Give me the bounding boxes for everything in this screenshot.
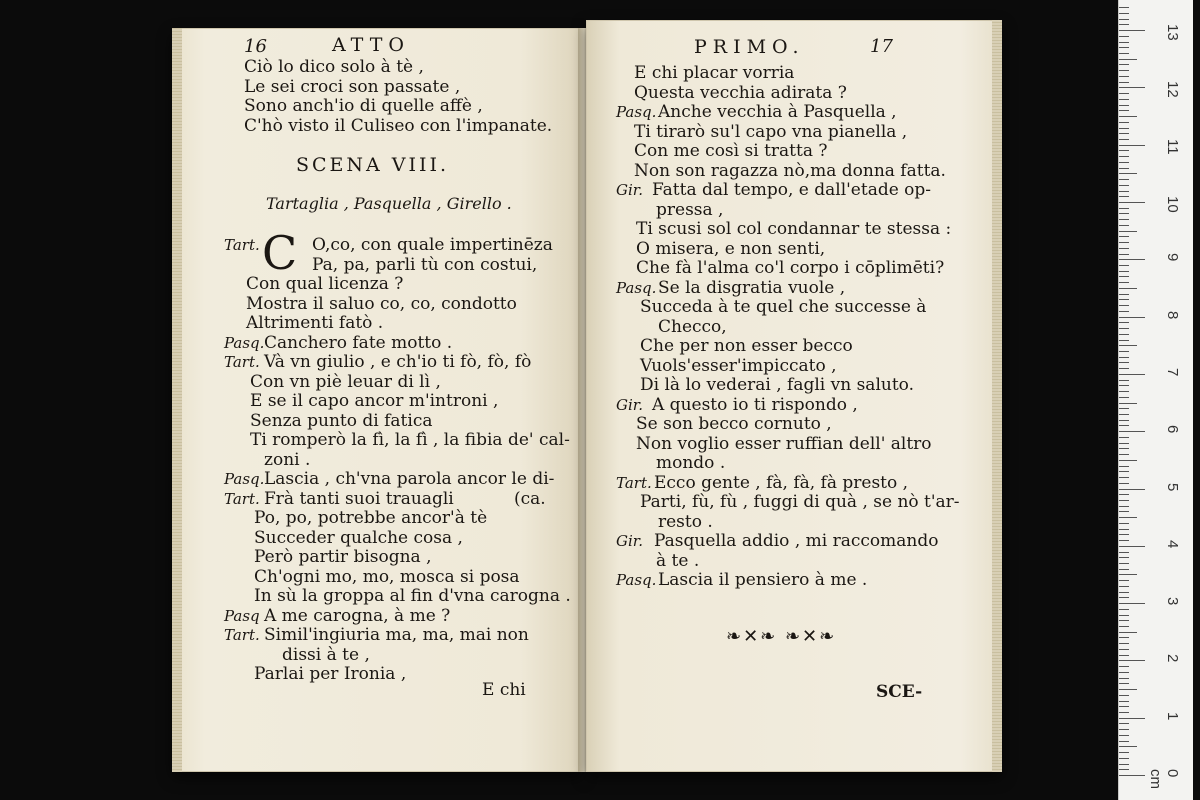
ruler-number: 12 — [1164, 81, 1181, 99]
ruler-tick — [1119, 288, 1137, 289]
dialogue-line: Non voglio esser ruffian dell' altro — [636, 433, 932, 454]
ruler-tick — [1119, 643, 1129, 644]
ruler-tick — [1119, 580, 1129, 581]
ruler-tick — [1119, 254, 1129, 255]
dialogue-line: Ti tirarò su'l capo vna pianella , — [634, 121, 908, 142]
ruler-number: 3 — [1164, 597, 1181, 606]
ruler-tick — [1119, 19, 1129, 20]
ruler-tick — [1119, 683, 1129, 684]
ruler-tick — [1119, 529, 1129, 530]
ruler-tick — [1119, 391, 1129, 392]
dialogue-line: Di là lo vederai , fagli vn saluto. — [640, 375, 915, 395]
turnover-word: (ca. — [514, 488, 546, 509]
dialogue-line: Succeda à te quel che successe à — [640, 297, 927, 317]
ruler-tick — [1119, 741, 1129, 742]
dialogue-line: Parti, fù, fù , fuggi di quà , se nò t'ar- — [640, 492, 960, 512]
ruler-tick — [1119, 345, 1137, 346]
dialogue-line: Ch'ogni mo, mo, mosca si posa — [254, 566, 520, 587]
ruler-tick — [1119, 334, 1129, 335]
right-page-edge — [992, 20, 1002, 772]
dialogue-line: Tart. Và vn giulio , e ch'io ti fò, fò, fò — [224, 352, 532, 372]
ruler-tick — [1119, 592, 1129, 593]
ruler-tick — [1119, 179, 1129, 180]
ruler-tick — [1119, 672, 1129, 673]
ruler-tick — [1119, 202, 1145, 203]
ruler-tick — [1119, 666, 1129, 667]
ruler-tick — [1119, 506, 1129, 507]
ruler-tick — [1119, 563, 1129, 564]
ruler-tick — [1119, 196, 1129, 197]
ruler-tick — [1119, 150, 1129, 151]
ruler-tick — [1119, 271, 1129, 272]
ruler-number: 6 — [1164, 425, 1181, 434]
dialogue-line: Con vn piè leuar di lì , — [250, 371, 441, 392]
dialogue-line: mondo . — [656, 453, 726, 473]
dialogue-line: zoni . — [264, 449, 311, 470]
ruler-tick — [1119, 357, 1129, 358]
ruler-tick — [1119, 649, 1129, 650]
ruler-tick — [1119, 59, 1137, 60]
dialogue-line: In sù la groppa al fin d'vna carogna . — [254, 586, 571, 606]
ruler-tick — [1119, 322, 1129, 323]
ruler-tick — [1119, 735, 1129, 736]
ruler-tick — [1119, 191, 1129, 192]
ruler-tick — [1119, 47, 1129, 48]
dialogue-line: Non son ragazza nò,ma donna fatta. — [634, 160, 946, 181]
ruler-number: 8 — [1164, 310, 1181, 319]
ruler-tick — [1119, 609, 1129, 610]
dialogue-line: Tart. Simil'ingiuria ma, ma, mai non — [224, 625, 529, 645]
dialogue-line: Questa vecchia adirata ? — [634, 82, 847, 103]
dialogue-line: O misera, e non senti, — [636, 238, 826, 259]
dialogue-line: Che per non esser becco — [640, 336, 853, 356]
ruler-tick — [1119, 299, 1129, 300]
ruler-tick — [1119, 414, 1129, 415]
ruler-tick — [1119, 328, 1129, 329]
ruler-tick — [1119, 425, 1129, 426]
ruler-tick — [1119, 128, 1129, 129]
ruler-tick — [1119, 758, 1129, 759]
dialogue-line: Senza punto di fatica — [250, 410, 433, 431]
ruler-tick — [1119, 53, 1129, 54]
ruler-tick — [1119, 615, 1129, 616]
ruler-tick — [1119, 385, 1129, 386]
measuring-ruler — [1118, 0, 1193, 800]
ruler-tick — [1119, 546, 1145, 547]
ruler-tick — [1119, 64, 1129, 65]
ruler-tick — [1119, 603, 1145, 604]
verse-line: C'hò visto il Culiseo con l'impanate. — [244, 115, 553, 136]
ruler-tick — [1119, 311, 1129, 312]
ruler-tick — [1119, 632, 1137, 633]
ruler-tick — [1119, 769, 1129, 770]
dialogue-line: Mostra il saluo co, co, condotto — [246, 293, 517, 314]
ruler-tick — [1119, 76, 1129, 77]
ruler-tick — [1119, 557, 1129, 558]
ruler-tick — [1119, 294, 1129, 295]
character-list: Tartaglia , Pasquella , Girello . — [266, 194, 512, 213]
dialogue-line: Con qual licenza ? — [246, 274, 404, 294]
ruler-number: 10 — [1164, 196, 1181, 213]
dialogue-line: Se son becco cornuto , — [636, 414, 832, 434]
ruler-tick — [1119, 36, 1129, 37]
ruler-tick — [1119, 380, 1129, 381]
ruler-tick — [1119, 718, 1145, 719]
dialogue-line: Gir. A questo io ti rispondo , — [616, 394, 858, 415]
dialogue-line: Checco, — [658, 316, 727, 337]
dialogue-line: Pasq. Se la disgratia vuole , — [616, 277, 846, 298]
dialogue-line: Tart. Frà tanti suoi trauagli (ca. — [224, 488, 546, 509]
ruler-tick — [1119, 552, 1129, 553]
dialogue-line: Pasq. Anche vecchia à Pasquella , — [616, 102, 897, 122]
ruler-tick — [1119, 489, 1145, 490]
dialogue-line: Ti romperò la fì, la fì , la fibia de' cal- — [250, 430, 570, 450]
ruler-number: 11 — [1164, 138, 1181, 155]
ruler-tick — [1119, 723, 1129, 724]
ruler-tick — [1119, 448, 1129, 449]
ruler-tick — [1119, 695, 1129, 696]
ruler-tick — [1119, 494, 1129, 495]
ruler-tick — [1119, 110, 1129, 111]
ruler-tick — [1119, 13, 1129, 14]
ruler-tick — [1119, 764, 1129, 765]
ruler-tick — [1119, 93, 1129, 94]
ruler-tick — [1119, 477, 1129, 478]
ruler-tick — [1119, 162, 1129, 163]
ruler-tick — [1119, 145, 1145, 146]
ruler-tick — [1119, 42, 1129, 43]
ruler-tick — [1119, 87, 1145, 88]
dialogue-line: pressa , — [656, 199, 724, 220]
left-catchword: E chi — [482, 680, 526, 700]
ruler-tick — [1119, 116, 1137, 117]
dialogue-line: E chi placar vorria — [634, 63, 795, 83]
dialogue-line: Pa, pa, parli tù con costui, — [312, 254, 538, 275]
ruler-tick — [1119, 483, 1129, 484]
ruler-tick — [1119, 397, 1129, 398]
ruler-tick — [1119, 99, 1129, 100]
ruler-number: 1 — [1164, 711, 1181, 721]
ruler-tick — [1119, 122, 1129, 123]
ruler-number: 4 — [1164, 539, 1181, 549]
right-page — [586, 20, 1002, 772]
ruler-tick — [1119, 517, 1137, 518]
ruler-tick — [1119, 133, 1129, 134]
dialogue-line: Parlai per Ironia , — [254, 664, 407, 684]
ruler-tick — [1119, 752, 1129, 753]
ruler-tick — [1119, 431, 1145, 432]
dialogue-line: E se il capo ancor m'introni , — [250, 391, 499, 411]
ruler-tick — [1119, 24, 1129, 25]
ruler-tick — [1119, 248, 1129, 249]
right-catchword: SCE- — [876, 682, 923, 702]
printers-ornament: ❧✕❧ ❧✕❧ — [726, 626, 837, 647]
ruler-tick — [1119, 105, 1129, 106]
right-page-number: 17 — [870, 36, 893, 57]
ruler-tick — [1119, 231, 1137, 232]
ruler-tick — [1119, 437, 1129, 438]
ruler-tick — [1119, 678, 1129, 679]
ruler-tick — [1119, 586, 1129, 587]
dialogue-line: Tart. Ecco gente , fà, fà, fà presto , — [616, 472, 909, 493]
dialogue-line: Però partir bisogna , — [254, 547, 432, 567]
ruler-tick — [1119, 408, 1129, 409]
dialogue-line: Altrimenti fatò . — [246, 313, 384, 333]
dialogue-line: Pasq. Lascia , ch'vna parola ancor le di- — [224, 469, 555, 489]
ruler-tick — [1119, 746, 1137, 747]
ruler-tick — [1119, 626, 1129, 627]
ruler-tick — [1119, 259, 1145, 260]
verse-line: Le sei croci son passate , — [244, 76, 461, 97]
ruler-tick — [1119, 443, 1129, 444]
ruler-tick — [1119, 597, 1129, 598]
ruler-tick — [1119, 30, 1145, 31]
ruler-tick — [1119, 420, 1129, 421]
verse-line: Ciò lo dico solo à tè , — [244, 57, 424, 77]
left-page-edge — [172, 28, 182, 772]
ruler-tick — [1119, 368, 1129, 369]
dialogue-line: Vuols'esser'impiccato , — [640, 355, 837, 376]
ruler-tick — [1119, 82, 1129, 83]
dialogue-line: Tart. O,co, con quale impertinēza — [224, 235, 553, 255]
ruler-tick — [1119, 276, 1129, 277]
ruler-tick — [1119, 219, 1129, 220]
ruler-number: 2 — [1164, 654, 1181, 663]
ruler-tick — [1119, 620, 1129, 621]
left-running-head: ATTO — [332, 34, 410, 56]
drop-capital: C — [262, 226, 298, 280]
ruler-tick — [1119, 523, 1129, 524]
ruler-tick — [1119, 236, 1129, 237]
ruler-tick — [1119, 139, 1129, 140]
ruler-tick — [1119, 574, 1137, 575]
ruler-tick — [1119, 225, 1129, 226]
ruler-tick — [1119, 242, 1129, 243]
ruler-tick — [1119, 70, 1129, 71]
dialogue-line: Con me così si tratta ? — [634, 141, 828, 161]
dialogue-line: Pasq. Lascia il pensiero à me . — [616, 570, 868, 590]
ruler-tick — [1119, 156, 1129, 157]
ruler-tick — [1119, 660, 1145, 661]
ruler-tick — [1119, 500, 1129, 501]
verse-line: Sono anch'io di quelle affè , — [244, 96, 483, 116]
ruler-tick — [1119, 637, 1129, 638]
ruler-tick — [1119, 655, 1129, 656]
dialogue-line: Pasq A me carogna, à me ? — [224, 605, 451, 626]
ruler-tick — [1119, 340, 1129, 341]
ruler-tick — [1119, 362, 1129, 363]
ruler-tick — [1119, 775, 1145, 776]
ruler-tick — [1119, 305, 1129, 306]
dialogue-line: Succeder qualche cosa , — [254, 527, 463, 548]
dialogue-line: Gir. Fatta dal tempo, e dall'etade op- — [616, 180, 932, 200]
dialogue-line: à te . — [656, 550, 700, 571]
ruler-tick — [1119, 712, 1129, 713]
dialogue-line: Ti scusi sol col condannar te stessa : — [636, 219, 952, 239]
ruler-tick — [1119, 540, 1129, 541]
ruler-number: 5 — [1164, 482, 1181, 491]
ruler-tick — [1119, 511, 1129, 512]
ruler-tick — [1119, 569, 1129, 570]
ruler-tick — [1119, 729, 1129, 730]
dialogue-line: Che fà l'alma co'l corpo i cōplimēti? — [636, 258, 945, 278]
ruler-tick — [1119, 374, 1145, 375]
scene-title: SCENA VIII. — [296, 154, 450, 176]
ruler-tick — [1119, 534, 1129, 535]
ruler-tick — [1119, 706, 1129, 707]
left-dialogue — [224, 236, 574, 685]
dialogue-line: Po, po, potrebbe ancor'à tè — [254, 508, 488, 528]
left-page-number: 16 — [244, 36, 267, 57]
left-page — [172, 28, 582, 772]
ruler-tick — [1119, 213, 1129, 214]
ruler-tick — [1119, 185, 1129, 186]
left-verse-block — [244, 58, 552, 136]
dialogue-line: resto . — [658, 511, 713, 532]
ruler-number: 9 — [1164, 253, 1181, 262]
ruler-tick — [1119, 403, 1137, 404]
ruler-tick — [1119, 351, 1129, 352]
ruler-number: 7 — [1164, 367, 1181, 377]
ruler-number: 13 — [1164, 24, 1181, 41]
dialogue-line: Gir. Pasquella addio , mi raccomando — [616, 531, 939, 551]
ruler-tick — [1119, 454, 1129, 455]
ruler-tick — [1119, 265, 1129, 266]
ruler-tick — [1119, 7, 1129, 8]
ruler-tick — [1119, 471, 1129, 472]
ruler-tick — [1119, 168, 1129, 169]
ruler-tick — [1119, 282, 1129, 283]
ruler-tick — [1119, 689, 1137, 690]
ruler-tick — [1119, 317, 1145, 318]
right-dialogue — [616, 64, 986, 591]
dialogue-line: dissi à te , — [282, 644, 370, 665]
ruler-number: 0 cm — [1147, 769, 1181, 789]
ruler-tick — [1119, 701, 1129, 702]
ruler-tick — [1119, 208, 1129, 209]
dialogue-line: Pasq. Canchero fate motto . — [224, 332, 453, 353]
ruler-tick — [1119, 173, 1137, 174]
ruler-tick — [1119, 460, 1137, 461]
right-running-head: PRIMO. — [694, 36, 805, 58]
ruler-tick — [1119, 466, 1129, 467]
